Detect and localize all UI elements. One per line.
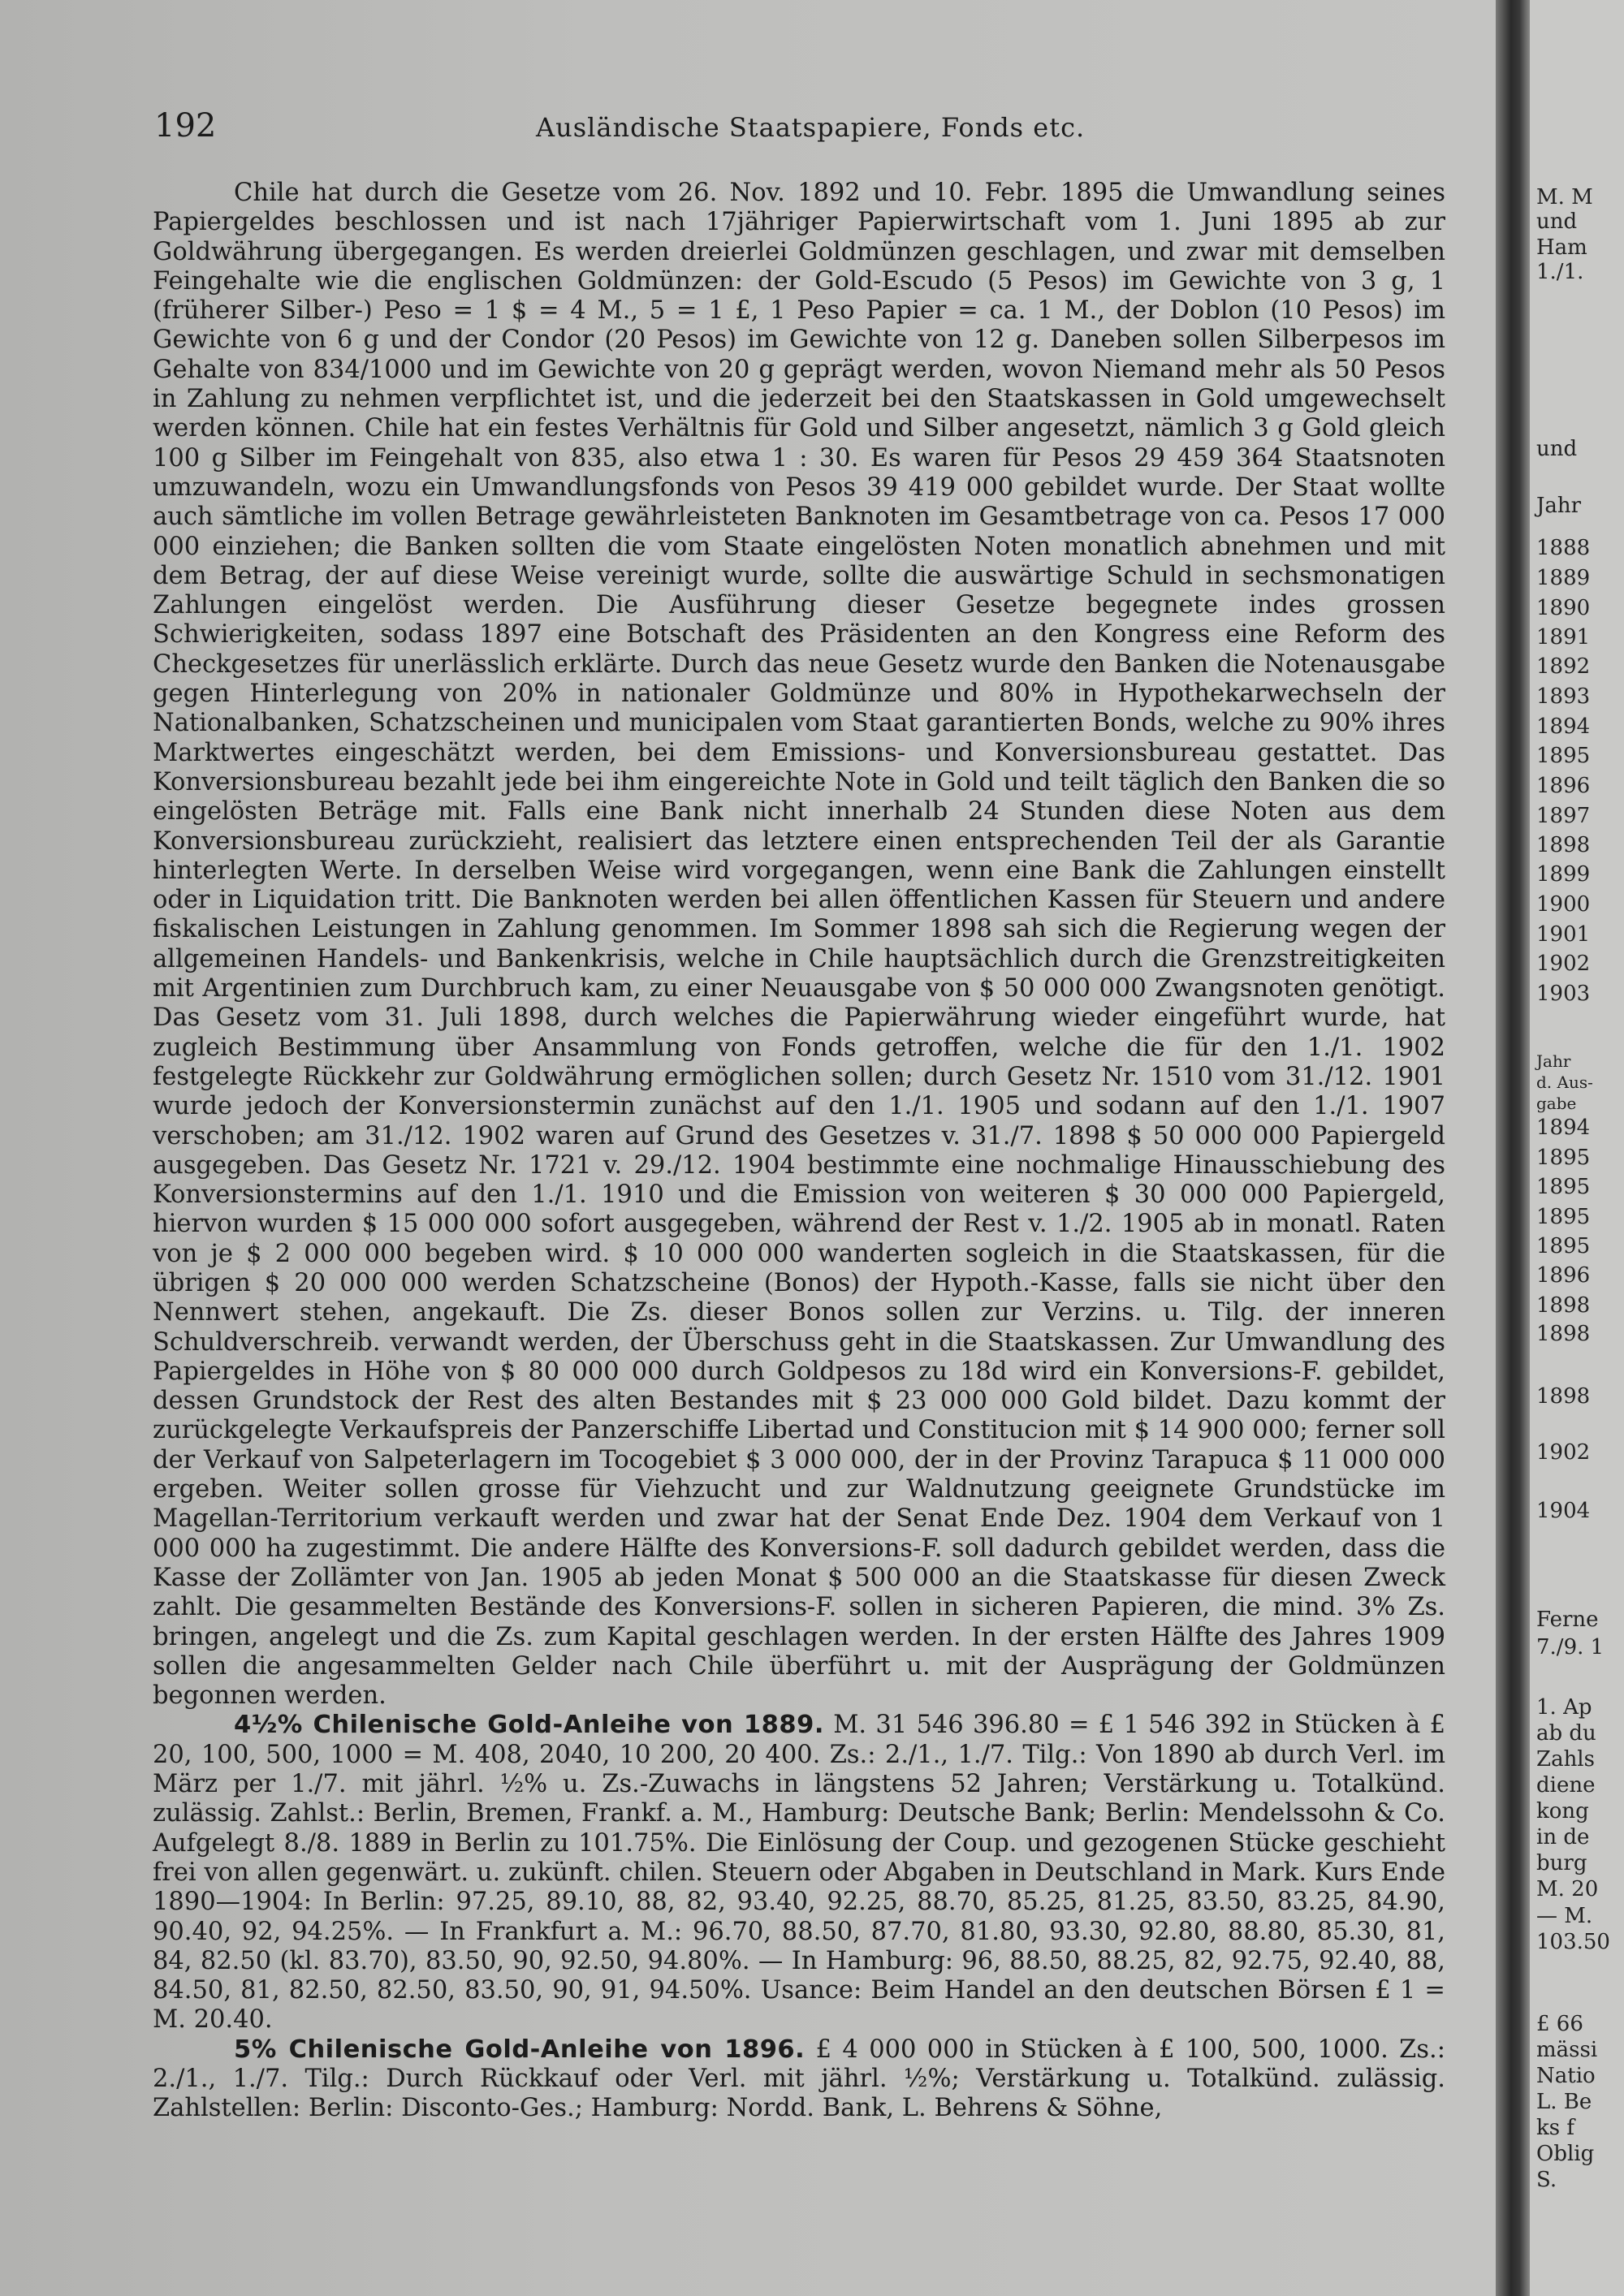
section-heading: 4½% Chilenische Gold-Anleihe von 1889. xyxy=(234,1711,824,1740)
paragraph-anleihe-1889 xyxy=(153,1711,1445,2035)
adjacent-page-fragment: in de xyxy=(1536,1825,1590,1849)
adjacent-page-fragment: M. M xyxy=(1536,185,1593,209)
section-heading: 5% Chilenische Gold-Anleihe von 1896. xyxy=(234,2035,806,2064)
adjacent-page-fragment: d. Aus- xyxy=(1536,1072,1593,1092)
adjacent-page-fragment: Oblig xyxy=(1536,2142,1595,2166)
page-number: 192 xyxy=(154,107,217,145)
adjacent-page-fragment: burg xyxy=(1536,1851,1587,1875)
adjacent-page-fragment: kong xyxy=(1536,1799,1589,1823)
adjacent-page-fragment: 1899 xyxy=(1536,862,1591,887)
adjacent-page-fragment: 1896 xyxy=(1536,774,1591,798)
paragraph-text: £ 4 000 000 in Stücken à £ 100, 500, 1000. Zs.: 2./1., 1./7. Tilg.: Durch Rückkauf oder Verl. mit jährl. ½%; Verstärkung u. Totalkünd. zulässig. Zahlstellen: Berlin: Disconto-Ges.; Hamburg: Nordd. Bank, L. Behrens & Söhne, xyxy=(153,2035,1446,2123)
adjacent-page-fragment: 1892 xyxy=(1536,654,1591,679)
adjacent-page-fragment: 1898 xyxy=(1536,1384,1591,1409)
adjacent-page-fragment: 1896 xyxy=(1536,1263,1591,1288)
adjacent-page-fragment: 1888 xyxy=(1536,536,1591,560)
adjacent-page-fragment: 1897 xyxy=(1536,804,1591,828)
adjacent-page-fragment: 1901 xyxy=(1536,922,1591,947)
adjacent-page-fragment: Ferne xyxy=(1536,1608,1599,1632)
adjacent-page-fragment: S. xyxy=(1536,2168,1557,2192)
adjacent-page-fragment: 1893 xyxy=(1536,684,1591,709)
adjacent-page-fragment: Zahls xyxy=(1536,1747,1595,1772)
adjacent-page-fragment: L. Be xyxy=(1536,2090,1592,2114)
adjacent-page-fragment: Jahr xyxy=(1536,494,1582,518)
adjacent-page-fragment: 1895 xyxy=(1536,1234,1591,1258)
adjacent-page-fragment: — M. xyxy=(1536,1904,1593,1928)
page-header xyxy=(154,107,1437,153)
adjacent-page-fragment: £ 66 xyxy=(1536,2012,1583,2036)
adjacent-page-fragment: Natio xyxy=(1536,2064,1596,2088)
adjacent-page-fragment: 1890 xyxy=(1536,596,1591,620)
adjacent-page-fragment: Jahr xyxy=(1536,1051,1571,1071)
adjacent-page-fragment: 1891 xyxy=(1536,625,1591,650)
adjacent-page-fragment: 1895 xyxy=(1536,1205,1591,1229)
adjacent-page-fragment: 1903 xyxy=(1536,982,1591,1006)
paragraph-text: M. 31 546 396.80 = £ 1 546 392 in Stücken à £ 20, 100, 500, 1000 = M. 408, 2040, 10 200, 20 400. Zs.: 2./1., 1./7. Tilg.: Von 1890 ab durch Verl. im März per 1./7. mit jährl. ½% u. Zs.-Zuwachs in längstens 52 Jahren; Verstärkung u. Totalkünd. zulässig. Zahlst.: Berlin, Bremen, Frankf. a. M., Hamburg: Deutsche Bank; Berlin: Mendelssohn & Co. Aufgelegt 8./8. 1889 in Berlin zu 101.75%. Die Einlösung der Coup. und gezogenen Stücke geschieht frei von allen gegenwärt. u. zukünft. chilen. Steuern oder Abgaben in Deutschland in Mark. Kurs Ende 1890—1904: In Berlin: 97.25, 89.10, 88, 82, 93.40, 92.25, 88.70, 85.25, 81.25, 83.50, 83.25, 84.90, 90.40, 92, 94.25%. — In Frankfurt a. M.: 96.70, 88.50, 87.70, 81.80, 93.30, 92.80, 88.80, 85.30, 81, 84, 82.50 (kl. 83.70), 83.50, 90, 92.50, 94.80%. — In Hamburg: 96, 88.50, 88.25, 82, 92.75, 92.40, 88, 84.50, 81, 82.50, 82.50, 83.50, 90, 91, 94.50%. Usance: Beim Handel an den deutschen Börsen £ 1 = M. 20.40. xyxy=(153,1711,1445,2035)
adjacent-page-fragment: und xyxy=(1536,437,1578,461)
page-body xyxy=(153,179,1445,2124)
adjacent-page-fragment: und xyxy=(1536,209,1578,234)
adjacent-page-fragment: 7./9. 1 xyxy=(1536,1635,1605,1659)
adjacent-page-fragment: 1889 xyxy=(1536,566,1591,590)
adjacent-page-fragment: ab du xyxy=(1536,1721,1596,1746)
book-gutter xyxy=(1496,0,1530,2296)
adjacent-page-fragment: ks f xyxy=(1536,2116,1574,2140)
adjacent-page-fragment: 1894 xyxy=(1536,1116,1591,1140)
running-title: Ausländische Staatspapiere, Fonds etc. xyxy=(536,112,1086,143)
adjacent-page-fragment: 1898 xyxy=(1536,1293,1591,1318)
adjacent-page-fragment: 1895 xyxy=(1536,744,1591,768)
adjacent-page-fragment: Ham xyxy=(1536,235,1587,260)
adjacent-page-fragment: 1902 xyxy=(1536,1440,1591,1465)
adjacent-page-fragment: 1. Ap xyxy=(1536,1695,1592,1720)
adjacent-page-fragment: 1895 xyxy=(1536,1146,1591,1170)
paragraph-anleihe-1896 xyxy=(153,2035,1445,2124)
adjacent-page-fragment: 1./1. xyxy=(1536,260,1584,284)
adjacent-page-fragment: diene xyxy=(1536,1773,1596,1798)
adjacent-page-fragment: 1900 xyxy=(1536,892,1591,917)
adjacent-page-fragment: mässi xyxy=(1536,2038,1598,2062)
adjacent-page-fragment: 1898 xyxy=(1536,1322,1591,1346)
adjacent-page-fragment: 103.50 xyxy=(1536,1930,1610,1954)
adjacent-page-fragment: 1894 xyxy=(1536,714,1591,739)
adjacent-page-fragment: 1902 xyxy=(1536,952,1591,976)
adjacent-page-fragment: gabe xyxy=(1536,1094,1577,1113)
adjacent-page-fragment: 1904 xyxy=(1536,1499,1591,1523)
adjacent-page-fragment: 1898 xyxy=(1536,833,1591,857)
adjacent-page-fragment: M. 20 xyxy=(1536,1877,1599,1901)
adjacent-page-fragment: 1895 xyxy=(1536,1175,1591,1199)
paragraph-text: Chile hat durch die Gesetze vom 26. Nov. 1892 und 10. Febr. 1895 die Umwandlung seines Papiergeldes beschlossen und ist nach 17jähriger Papierwirtschaft vom 1. Juni 1895 ab zur Goldwährung übergegangen. Es werden dreierlei Goldmünzen geschlagen, und zwar mit demselben Feingehalte wie die englischen Goldmünzen: der Gold-Escudo (5 Pesos) im Gewichte von 3 g, 1 (früherer Silber-) Peso = 1 $ = 4 M., 5 = 1 £, 1 Peso Papier = ca. 1 M., der Doblon (10 Pesos) im Gewichte von 6 g und der Condor (20 Pesos) im Gewichte von 12 g. Daneben sollen Silberpesos im Gehalte von 834/1000 und im Gewichte von 20 g geprägt werden, wovon Niemand mehr als 50 Pesos in Zahlung zu nehmen verpflichtet ist, und die jederzeit bei den Staatskassen in Gold umgewechselt werden können. Chile hat ein festes Verhältnis für Gold und Silber angesetzt, nämlich 3 g Gold gleich 100 g Silber im Feingehalt von 835, also etwa 1 : 30. Es waren für Pesos 29 459 364 Staatsnoten umzuwandeln, wozu ein Umwandlungsfonds von Pesos 39 419 000 gebildet wurde. Der Staat wollte auch sämtliche im vollen Betrage gewährleisteten Banknoten im Gesamtbetrage von ca. Pesos 17 000 000 einziehen; die Banken sollten die vom Staate eingelösten Noten monatlich abnehmen und mit dem Betrag, der auf diese Weise vereinigt wurde, sollte die auswärtige Schuld in sechsmonatigen Zahlungen eingelöst werden. Die Ausführung dieser Gesetze begegnete indes grossen Schwierigkeiten, sodass 1897 eine Botschaft des Präsidenten an den Kongress eine Reform des Checkgesetzes für unerlässlich erklärte. Durch das neue Gesetz wurde den Banken die Notenausgabe gegen Hinterlegung von 20% in nationaler Goldmünze und 80% in Hypothekarwechseln der Nationalbanken, Schatzscheinen und municipalen vom Staat garantierten Bonds, welche zu 90% ihres Marktwertes eingeschätzt werden, bei dem Emissions- und Konversionsbureau gestattet. Das Konversionsbureau bezahlt jede bei ihm eingereichte Note in Gold und teilt täglich den Banken die so eingelösten Beträge mit. Falls eine Bank nicht innerhalb 24 Stunden diese Noten aus dem Konversionsbureau zurückzieht, realisiert das letztere einen entsprechenden Teil der als Garantie hinterlegten Werte. In derselben Weise wird vorgegangen, wenn eine Bank die Zahlungen einstellt oder in Liquidation tritt. Die Banknoten werden bei allen öffentlichen Kassen für Steuern und andere fiskalischen Leistungen in Zahlung genommen. Im Sommer 1898 sah sich die Regierung wegen der allgemeinen Handels- und Bankenkrisis, welche in Chile hauptsächlich durch die Grenzstreitigkeiten mit Argentinien zum Durchbruch kam, zu einer Neuausgabe von $ 50 000 000 Zwangsnoten genötigt. Das Gesetz vom 31. Juli 1898, durch welches die Papierwährung wieder eingeführt wurde, hat zugleich Bestimmung über Ansammlung von Fonds getroffen, welche die für den 1./1. 1902 festgelegte Rückkehr zur Goldwährung ermöglichen sollen; durch Gesetz Nr. 1510 vom 31./12. 1901 wurde jedoch der Konversionstermin zunächst auf den 1./1. 1905 und sodann auf den 1./1. 1907 verschoben; am 31./12. 1902 waren auf Grund des Gesetzes v. 31./7. 1898 $ 50 000 000 Papiergeld ausgegeben. Das Gesetz Nr. 1721 v. 29./12. 1904 bestimmte eine nochmalige Hinausschiebung des Konversionstermins auf den 1./1. 1910 und die Emission von weiteren $ 30 000 000 Papiergeld, hiervon wurden $ 15 000 000 sofort ausgegeben, während der Rest v. 1./2. 1905 ab in monatl. Raten von je $ 2 000 000 begeben wird. $ 10 000 000 wanderten sogleich in die Staatskassen, für die übrigen $ 20 000 000 werden Schatzscheine (Bonos) der Hypoth.-Kasse, falls sie nicht über den Nennwert stehen, angekauft. Die Zs. dieser Bonos sollen zur Verzins. u. Tilg. der inneren Schuldverschreib. verwandt werden, der Überschuss geht in die Staatskassen. Zur Umwandlung des Papiergeldes in Höhe von $ 80 000 000 durch Goldpesos zu 18d wird ein Konversions-F. gebildet, dessen Grundstock der Rest des alten Bestandes mit $ 23 000 000 Gold bildet. Dazu kommt der zurückgelegte Verkaufspreis der Panzerschiffe Libertad und Constitucion mit $ 14 900 000; ferner soll der Verkauf von Salpeterlagern im Tocogebiet $ 3 000 000, der in der Provinz Tarapuca $ 11 000 000 ergeben. Weiter sollen grosse für Viehzucht und zur Waldnutzung geeignete Grundstücke im Magellan-Territorium verkauft werden und zwar hat der Senat Ende Dez. 1904 dem Verkauf von 1 000 000 ha zugestimmt. Die andere Hälfte des Konversions-F. soll dadurch gebildet werden, dass die Kasse der Zollämter von Jan. 1905 ab jeden Monat $ 500 000 an die Staatskasse für diesen Zweck zahlt. Die gesammelten Bestände des Konversions-F. sollen in sicheren Papieren, die mind. 3% Zs. bringen, angelegt und die Zs. zum Kapital geschlagen werden. In der ersten Hälfte des Jahres 1909 sollen die angesammelten Gelder nach Chile überführt u. mit der Ausprägung der Goldmünzen begonnen werden. xyxy=(153,179,1445,1711)
paragraph-chile-currency xyxy=(153,179,1445,1711)
adjacent-page-edge xyxy=(1530,0,1624,2296)
